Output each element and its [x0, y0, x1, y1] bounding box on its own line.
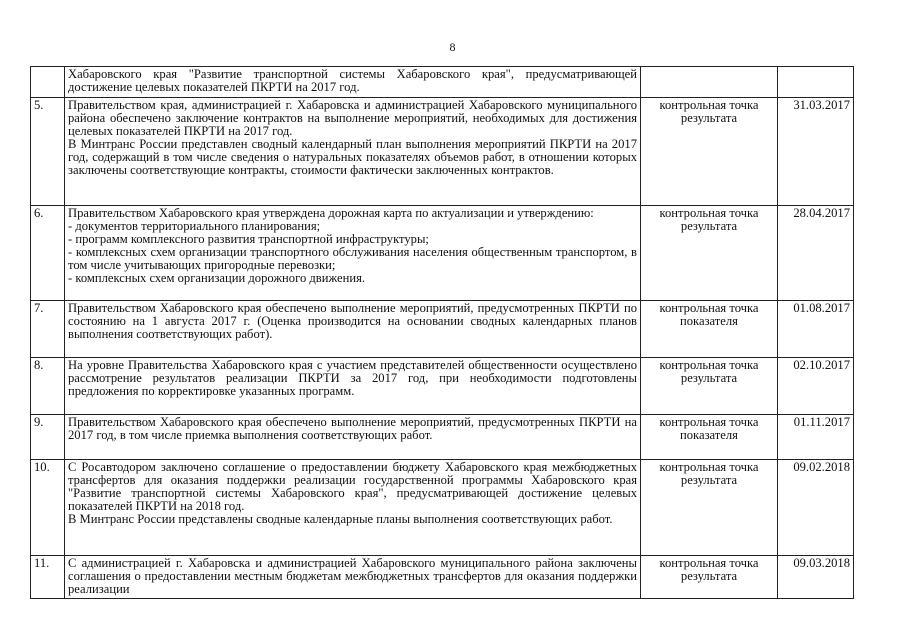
control-point-type: контрольная точка показателя — [641, 301, 778, 358]
event-paragraph: С администрацией г. Хабаровска и администрацией Хабаровского муниципального района заключены соглашения о предоставлении местным бюджетам межбюджетных трансфертов для оказания поддержки реализации — [68, 556, 637, 596]
event-paragraph: Хабаровского края "Развитие транспортной системы Хабаровского края", предусматривающей достижение целевых показателей ПКРТИ на 2017 год. — [68, 67, 637, 94]
row-number: 11. — [31, 556, 65, 599]
control-points-table — [30, 66, 854, 599]
event-list-item: - программ комплексного развития транспортной инфраструктуры; — [68, 231, 429, 246]
event-description — [65, 301, 641, 358]
deadline-date: 01.08.2017 — [778, 301, 854, 358]
event-description — [65, 206, 641, 301]
control-point-type: контрольная точка результата — [641, 206, 778, 301]
event-list-item: - документов территориального планирования; — [68, 218, 321, 233]
event-description — [65, 358, 641, 415]
row-number: 6. — [31, 206, 65, 301]
event-paragraph: Правительством края, администрацией г. Хабаровска и администрацией Хабаровского муниципального района обеспечено заключение контрактов на выполнение мероприятий, необходимых для достижения целевых показателей ПКРТИ на 2017 год. — [68, 98, 637, 138]
event-paragraph: С Росавтодором заключено соглашение о предоставлении бюджету Хабаровского края межбюджетных трансфертов для оказания поддержки реализации государственной программы Хабаровского края "Развитие транспортной системы Хабаровского края", предусматривающей достижение целевых показателей ПКРТИ на 2018 год. — [68, 460, 637, 513]
event-paragraph: На уровне Правительства Хабаровского края с участием представителей общественности осуществлено рассмотрение результатов реализации ПКРТИ за 2017 год, при необходимости подготовлены предложения по корректировке указанных программ. — [68, 358, 637, 398]
table-row — [31, 415, 854, 460]
row-number: 10. — [31, 460, 65, 556]
control-point-type: контрольная точка показателя — [641, 415, 778, 460]
event-description — [65, 67, 641, 98]
control-point-type: контрольная точка результата — [641, 556, 778, 599]
event-paragraph: В Минтранс России представлены сводные календарные планы выполнения соответствующих работ. — [68, 511, 613, 526]
event-paragraph: В Минтранс России представлен сводный календарный план выполнения мероприятий ПКРТИ на 2017 год, содержащий в том числе сведения о натуральных показателях объемов работ, в отношении которых заключены соответствующие контракты, стоимости фактически заключенных контрактов. — [68, 136, 637, 177]
event-list-item: - комплексных схем организации транспортного обслуживания населения общественным транспортом, в том числе учитывающих пригородные перевозки; — [68, 244, 637, 272]
deadline-date: 09.03.2018 — [778, 556, 854, 599]
deadline-date: 09.02.2018 — [778, 460, 854, 556]
event-paragraph: Правительством Хабаровского края обеспечено выполнение мероприятий, предусмотренных ПКРТИ на 2017 год, в том числе приемка выполнения соответствующих работ. — [68, 415, 637, 442]
event-description — [65, 460, 641, 556]
deadline-date: 31.03.2017 — [778, 98, 854, 206]
row-number — [31, 67, 65, 98]
row-number: 8. — [31, 358, 65, 415]
event-paragraph: Правительством Хабаровского края утверждена дорожная карта по актуализации и утверждению: — [68, 206, 594, 220]
control-point-type: контрольная точка результата — [641, 460, 778, 556]
row-number: 5. — [31, 98, 65, 206]
event-list-item: - комплексных схем организации дорожного движения. — [68, 270, 366, 285]
table-row — [31, 556, 854, 599]
deadline-date: 28.04.2017 — [778, 206, 854, 301]
deadline-date: 02.10.2017 — [778, 358, 854, 415]
table-row — [31, 358, 854, 415]
row-number: 9. — [31, 415, 65, 460]
table-row — [31, 301, 854, 358]
row-number: 7. — [31, 301, 65, 358]
table-row — [31, 67, 854, 98]
event-description — [65, 415, 641, 460]
deadline-date — [778, 67, 854, 98]
event-description — [65, 98, 641, 206]
table-row — [31, 206, 854, 301]
event-description — [65, 556, 641, 599]
control-point-type — [641, 67, 778, 98]
event-paragraph: Правительством Хабаровского края обеспечено выполнение мероприятий, предусмотренных ПКРТИ по состоянию на 1 августа 2017 г. (Оценка производится на основании сводных календарных планов выполнения соответствующих работ). — [68, 301, 637, 341]
deadline-date: 01.11.2017 — [778, 415, 854, 460]
table-row — [31, 460, 854, 556]
control-point-type: контрольная точка результата — [641, 98, 778, 206]
table-row — [31, 98, 854, 206]
control-point-type: контрольная точка результата — [641, 358, 778, 415]
page-number: 8 — [449, 40, 456, 54]
